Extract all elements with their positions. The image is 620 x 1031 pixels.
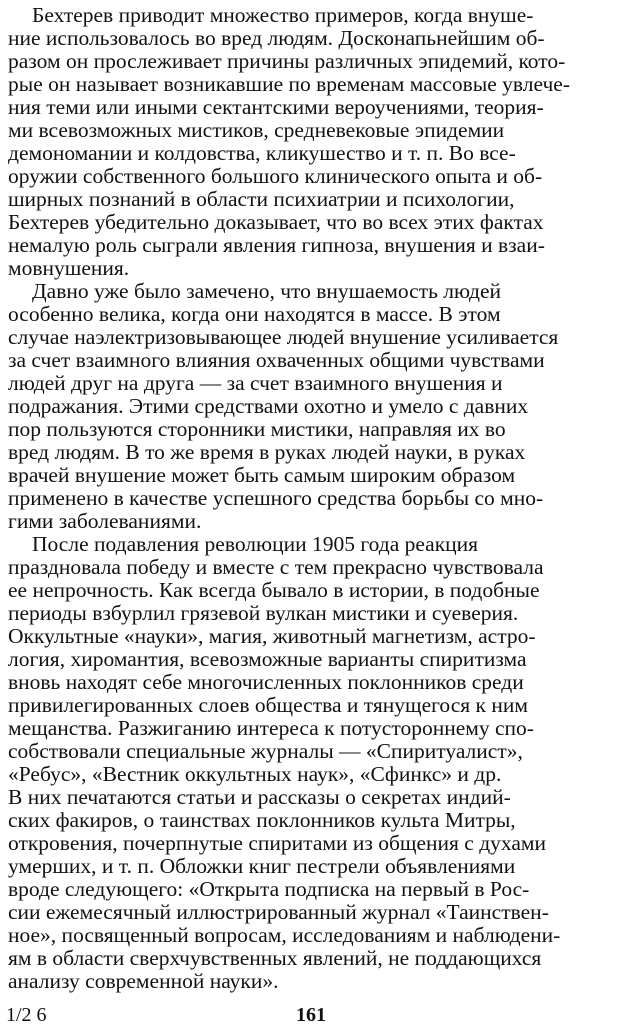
text-line: ширных познаний в области психиатрии и психологии,: [8, 187, 515, 211]
text-line: «Ребус», «Вестник оккультных наук», «Сфинкс» и др.: [8, 762, 502, 786]
text-line: демономании и колдовства, кликушество и т. п. Во все-: [8, 141, 516, 165]
text-line: ских факиров, о таинствах поклонников культа Митры,: [8, 808, 516, 832]
text-line: особенно велика, когда они находятся в массе. В этом: [8, 302, 501, 326]
text-line: умерших, и т. п. Обложки книг пестрели объявлениями: [8, 854, 516, 878]
text-line: подражания. Этими средствами охотно и умело с давних: [8, 394, 529, 418]
text-line: ние использовалось во вред людям. Досконапьнейшим об-: [8, 26, 545, 50]
text-line: разом он прослеживает причины различных эпидемий, кото-: [8, 49, 566, 73]
text-line: вновь находят себе многочисленных поклонников среди: [8, 670, 524, 694]
text-line: Давно уже было замечено, что внушаемость людей: [32, 279, 501, 303]
text-line: После подавления революции 1905 года реакция: [32, 532, 479, 556]
text-line: анализу современной науки».: [8, 969, 279, 993]
text-line: ми всевозможных мистиков, средневековые эпидемии: [8, 118, 505, 142]
text-line: случае наэлектризовывающее людей внушение усиливается: [8, 325, 559, 349]
text-line: ям в области сверхчувственных явлений, не поддающихся: [8, 946, 542, 970]
text-line: привилегированных слоев общества и тянущегося к ним: [8, 693, 528, 717]
text-line: гими заболеваниями.: [8, 509, 202, 533]
text-line: вроде следующего: «Открыта подписка на первый в Рос-: [8, 877, 530, 901]
text-line: ное», посвященный вопросам, исследованиям и наблюдени-: [8, 923, 561, 947]
text-line: периоды взбурлил грязевой вулкан мистики и суеверия.: [8, 601, 519, 625]
text-line: ния теми или иными сектантскими вероучениями, теория-: [8, 95, 544, 119]
text-line: врачей внушение может быть самым широким образом: [8, 463, 516, 487]
text-line: за счет взаимного влияния охваченных общими чувствами: [8, 348, 545, 372]
page-number: 161: [296, 1004, 326, 1026]
text-line: людей друг на друга — за счет взаимного внушения и: [8, 371, 503, 395]
text-line: праздновала победу и вместе с тем прекрасно чувствовала: [8, 555, 544, 579]
text-line: применено в качестве успешного средства борьбы со мно-: [8, 486, 544, 510]
printer-signature: 1/2 6: [6, 1004, 47, 1026]
text-line: Оккультные «науки», магия, животный магнетизм, астро-: [8, 624, 536, 648]
text-line: Бехтерев приводит множество примеров, когда внуше-: [32, 3, 534, 27]
text-line: мовнушения.: [8, 256, 130, 280]
text-line: оружии собственного большого клинического опыта и об-: [8, 164, 543, 188]
text-line: ее непрочность. Как всегда бывало в истории, в подобные: [8, 578, 540, 602]
text-line: откровения, почерпнутые спиритами из общения с духами: [8, 831, 547, 855]
text-line: немалую роль сыграли явления гипноза, внушения и взаи-: [8, 233, 545, 257]
text-line: пор пользуются сторонники мистики, направляя их во: [8, 417, 506, 441]
text-line: вред людям. В то же время в руках людей науки, в руках: [8, 440, 526, 464]
text-line: мещанства. Разжиганию интереса к потустороннему спо-: [8, 716, 534, 740]
text-line: логия, хиромантия, всевозможные варианты спиритизма: [8, 647, 527, 671]
text-line: сии ежемесячный иллюстрированный журнал «Таинствен-: [8, 900, 549, 924]
text-line: Бехтерев убедительно доказывает, что во всех этих фактах: [8, 210, 544, 234]
text-line: собствовали специальные журналы — «Спиритуалист»,: [8, 739, 523, 763]
text-line: рые он называет возникавшие по временам массовые увлече-: [8, 72, 570, 96]
text-line: В них печатаются статьи и рассказы о секретах индий-: [8, 785, 511, 809]
